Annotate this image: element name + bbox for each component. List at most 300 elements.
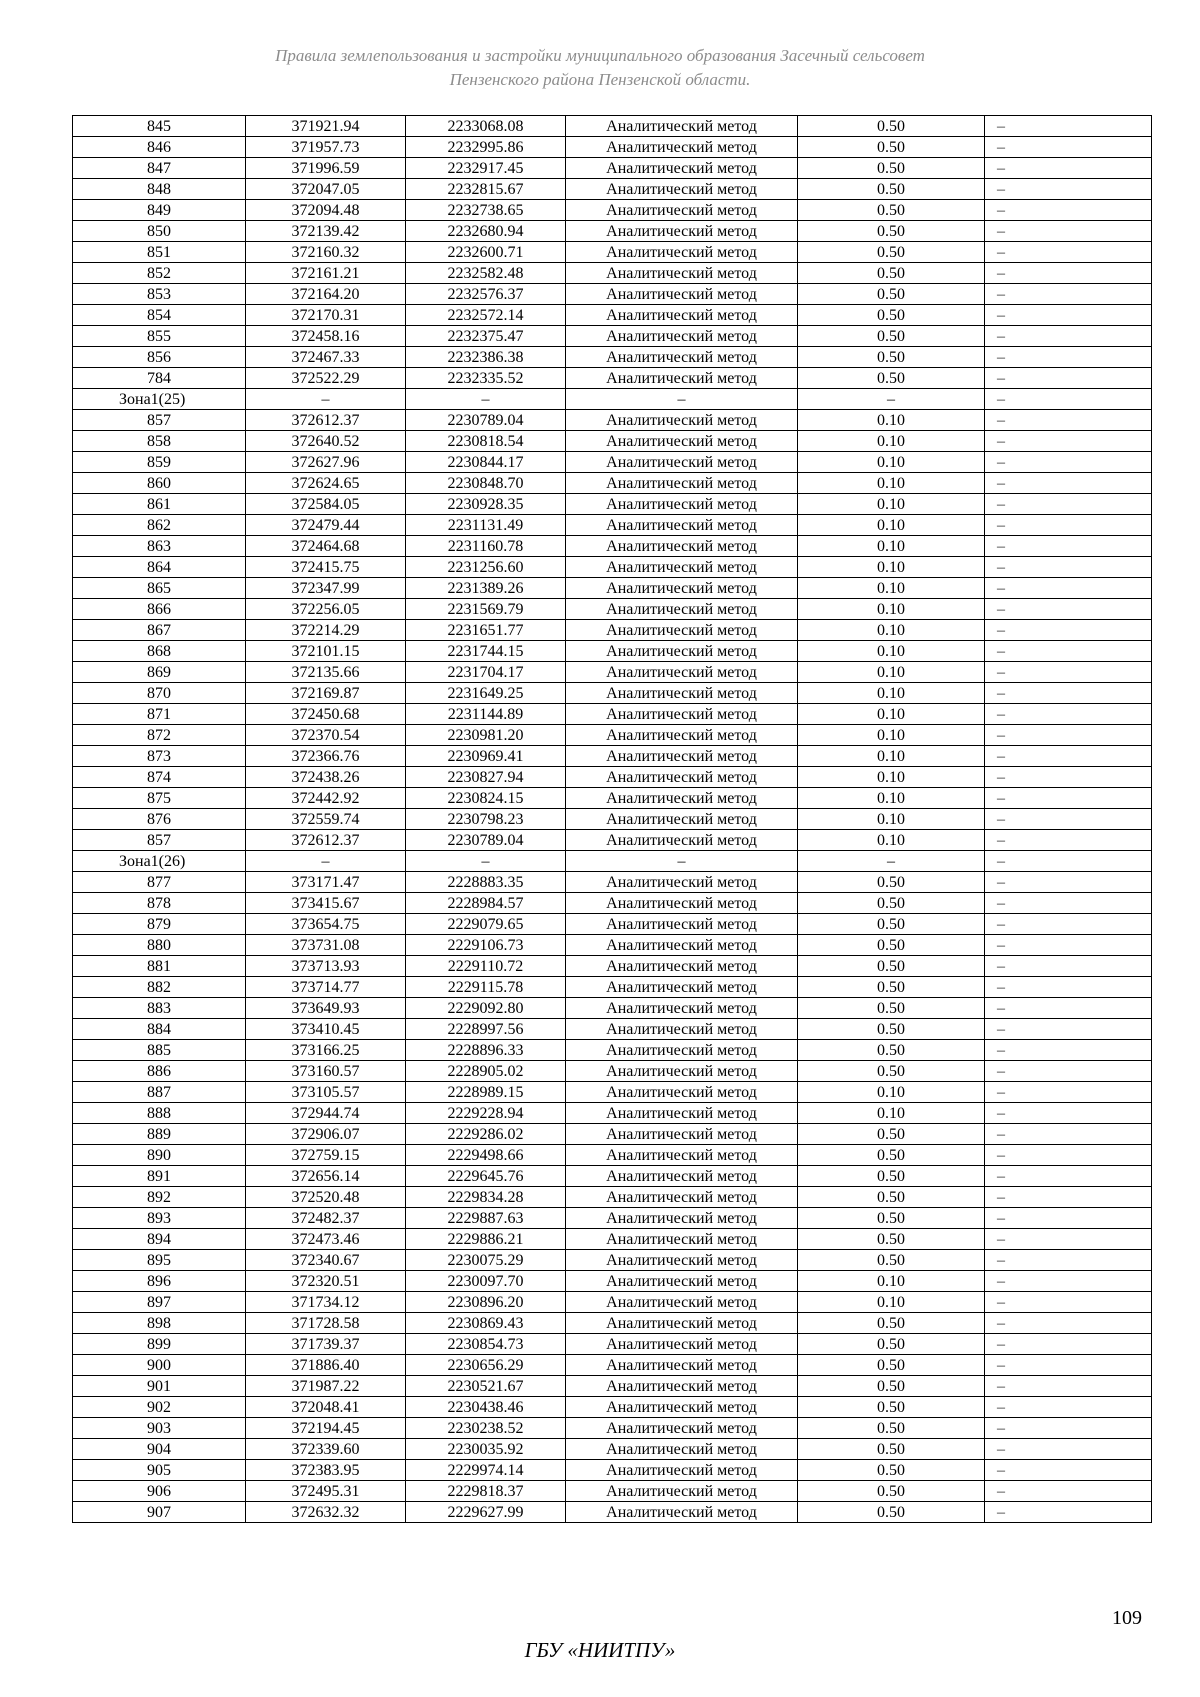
x-coordinate-cell: 373654.75 — [246, 914, 406, 935]
y-coordinate-cell: 2230789.04 — [406, 830, 566, 851]
method-cell: Аналитический метод — [566, 935, 798, 956]
y-coordinate-cell: 2231569.79 — [406, 599, 566, 620]
x-coordinate-cell: 372194.45 — [246, 1418, 406, 1439]
x-coordinate-cell: 372094.48 — [246, 200, 406, 221]
note-cell: – — [985, 1502, 1152, 1523]
table-row — [73, 473, 1152, 494]
method-cell: Аналитический метод — [566, 578, 798, 599]
y-coordinate-cell: 2232572.14 — [406, 305, 566, 326]
document-footer: ГБУ «НИИТПУ» — [524, 1638, 676, 1662]
x-coordinate-cell: 373410.45 — [246, 1019, 406, 1040]
note-cell: – — [985, 1439, 1152, 1460]
point-number-cell: 867 — [73, 620, 246, 641]
point-number-cell: 848 — [73, 179, 246, 200]
table-row — [73, 1250, 1152, 1271]
point-number-cell: 847 — [73, 158, 246, 179]
note-cell: – — [985, 557, 1152, 578]
table-row — [73, 347, 1152, 368]
point-number-cell: 857 — [73, 830, 246, 851]
coordinates-table — [72, 115, 1152, 1523]
point-number-cell: 880 — [73, 935, 246, 956]
y-coordinate-cell: 2232917.45 — [406, 158, 566, 179]
x-coordinate-cell: 372101.15 — [246, 641, 406, 662]
accuracy-cell: 0.50 — [798, 221, 985, 242]
x-coordinate-cell: 373714.77 — [246, 977, 406, 998]
y-coordinate-cell: 2229627.99 — [406, 1502, 566, 1523]
accuracy-cell: 0.10 — [798, 1271, 985, 1292]
x-coordinate-cell: 373649.93 — [246, 998, 406, 1019]
x-coordinate-cell: 372458.16 — [246, 326, 406, 347]
note-cell: – — [985, 1187, 1152, 1208]
x-coordinate-cell: 373415.67 — [246, 893, 406, 914]
accuracy-cell: 0.50 — [798, 956, 985, 977]
note-cell: – — [985, 1460, 1152, 1481]
method-cell: Аналитический метод — [566, 536, 798, 557]
method-cell: Аналитический метод — [566, 116, 798, 137]
table-row — [73, 641, 1152, 662]
table-row — [73, 1397, 1152, 1418]
point-number-cell: 850 — [73, 221, 246, 242]
method-cell: Аналитический метод — [566, 137, 798, 158]
accuracy-cell: 0.50 — [798, 116, 985, 137]
note-cell: – — [985, 389, 1152, 410]
x-coordinate-cell: 371987.22 — [246, 1376, 406, 1397]
accuracy-cell: 0.50 — [798, 200, 985, 221]
x-coordinate-cell: 372347.99 — [246, 578, 406, 599]
method-cell: Аналитический метод — [566, 704, 798, 725]
point-number-cell: 886 — [73, 1061, 246, 1082]
table-row — [73, 683, 1152, 704]
y-coordinate-cell: 2232582.48 — [406, 263, 566, 284]
table-row — [73, 746, 1152, 767]
point-number-cell: 859 — [73, 452, 246, 473]
method-cell: Аналитический метод — [566, 956, 798, 977]
coordinates-table-body — [73, 116, 1152, 1523]
y-coordinate-cell: 2230969.41 — [406, 746, 566, 767]
x-coordinate-cell: 372415.75 — [246, 557, 406, 578]
method-cell: Аналитический метод — [566, 200, 798, 221]
point-number-cell: 901 — [73, 1376, 246, 1397]
method-cell: Аналитический метод — [566, 1250, 798, 1271]
point-number-cell: 892 — [73, 1187, 246, 1208]
y-coordinate-cell: 2230928.35 — [406, 494, 566, 515]
y-coordinate-cell: 2230827.94 — [406, 767, 566, 788]
note-cell: – — [985, 410, 1152, 431]
method-cell: Аналитический метод — [566, 1460, 798, 1481]
x-coordinate-cell: 372139.42 — [246, 221, 406, 242]
page-number: 109 — [1112, 1607, 1142, 1629]
point-number-cell: 862 — [73, 515, 246, 536]
y-coordinate-cell: 2230238.52 — [406, 1418, 566, 1439]
y-coordinate-cell: 2229092.80 — [406, 998, 566, 1019]
note-cell: – — [985, 893, 1152, 914]
method-cell: Аналитический метод — [566, 1040, 798, 1061]
method-cell: Аналитический метод — [566, 221, 798, 242]
accuracy-cell: 0.50 — [798, 1040, 985, 1061]
x-coordinate-cell: 371921.94 — [246, 116, 406, 137]
point-number-cell: 904 — [73, 1439, 246, 1460]
header-line-2: Пензенского района Пензенской области. — [449, 70, 751, 89]
x-coordinate-cell: 373160.57 — [246, 1061, 406, 1082]
method-cell: Аналитический метод — [566, 557, 798, 578]
x-coordinate-cell: 373105.57 — [246, 1082, 406, 1103]
x-coordinate-cell: 372495.31 — [246, 1481, 406, 1502]
header-line-1: Правила землепользования и застройки муниципального образования Засечный сельсовет — [275, 46, 925, 65]
y-coordinate-cell: 2232386.38 — [406, 347, 566, 368]
note-cell: – — [985, 788, 1152, 809]
accuracy-cell: – — [798, 389, 985, 410]
accuracy-cell: 0.10 — [798, 788, 985, 809]
note-cell: – — [985, 1166, 1152, 1187]
y-coordinate-cell: 2228997.56 — [406, 1019, 566, 1040]
point-number-cell: 871 — [73, 704, 246, 725]
method-cell: Аналитический метод — [566, 1145, 798, 1166]
accuracy-cell: 0.50 — [798, 179, 985, 200]
y-coordinate-cell: 2229886.21 — [406, 1229, 566, 1250]
y-coordinate-cell: 2229974.14 — [406, 1460, 566, 1481]
point-number-cell: 864 — [73, 557, 246, 578]
note-cell: – — [985, 599, 1152, 620]
accuracy-cell: 0.50 — [798, 1502, 985, 1523]
table-row — [73, 578, 1152, 599]
table-row — [73, 1019, 1152, 1040]
point-number-cell: 857 — [73, 410, 246, 431]
method-cell: Аналитический метод — [566, 1124, 798, 1145]
y-coordinate-cell: 2229110.72 — [406, 956, 566, 977]
accuracy-cell: 0.10 — [798, 746, 985, 767]
table-row — [73, 137, 1152, 158]
note-cell: – — [985, 683, 1152, 704]
table-row — [73, 599, 1152, 620]
accuracy-cell: 0.10 — [798, 809, 985, 830]
table-row — [73, 620, 1152, 641]
method-cell: Аналитический метод — [566, 1271, 798, 1292]
accuracy-cell: 0.50 — [798, 347, 985, 368]
note-cell: – — [985, 515, 1152, 536]
point-number-cell: 879 — [73, 914, 246, 935]
x-coordinate-cell: 372640.52 — [246, 431, 406, 452]
method-cell: Аналитический метод — [566, 515, 798, 536]
note-cell: – — [985, 956, 1152, 977]
point-number-cell: 875 — [73, 788, 246, 809]
zone-header-row — [73, 389, 1152, 410]
table-row — [73, 1355, 1152, 1376]
note-cell: – — [985, 305, 1152, 326]
accuracy-cell: 0.50 — [798, 368, 985, 389]
x-coordinate-cell: 373166.25 — [246, 1040, 406, 1061]
method-cell: Аналитический метод — [566, 326, 798, 347]
note-cell: – — [985, 137, 1152, 158]
y-coordinate-cell: 2230075.29 — [406, 1250, 566, 1271]
method-cell: Аналитический метод — [566, 683, 798, 704]
y-coordinate-cell: 2230981.20 — [406, 725, 566, 746]
accuracy-cell: 0.50 — [798, 1460, 985, 1481]
note-cell: – — [985, 431, 1152, 452]
x-coordinate-cell: 372048.41 — [246, 1397, 406, 1418]
table-row — [73, 1334, 1152, 1355]
table-row — [73, 158, 1152, 179]
y-coordinate-cell: 2229834.28 — [406, 1187, 566, 1208]
accuracy-cell: 0.50 — [798, 1208, 985, 1229]
y-coordinate-cell: 2228989.15 — [406, 1082, 566, 1103]
x-coordinate-cell: 372366.76 — [246, 746, 406, 767]
y-coordinate-cell: – — [406, 389, 566, 410]
point-number-cell: 893 — [73, 1208, 246, 1229]
x-coordinate-cell: 372442.92 — [246, 788, 406, 809]
x-coordinate-cell: 371886.40 — [246, 1355, 406, 1376]
method-cell: Аналитический метод — [566, 998, 798, 1019]
point-number-cell: 863 — [73, 536, 246, 557]
y-coordinate-cell: 2230818.54 — [406, 431, 566, 452]
table-row — [73, 410, 1152, 431]
y-coordinate-cell: 2230035.92 — [406, 1439, 566, 1460]
point-number-cell: 872 — [73, 725, 246, 746]
x-coordinate-cell: 372135.66 — [246, 662, 406, 683]
note-cell: – — [985, 998, 1152, 1019]
table-row — [73, 830, 1152, 851]
x-coordinate-cell: 372482.37 — [246, 1208, 406, 1229]
method-cell: Аналитический метод — [566, 1481, 798, 1502]
point-number-cell: 860 — [73, 473, 246, 494]
y-coordinate-cell: 2233068.08 — [406, 116, 566, 137]
accuracy-cell: 0.10 — [798, 557, 985, 578]
point-number-cell: 882 — [73, 977, 246, 998]
table-row — [73, 1103, 1152, 1124]
point-number-cell: 888 — [73, 1103, 246, 1124]
x-coordinate-cell: 372438.26 — [246, 767, 406, 788]
accuracy-cell: 0.50 — [798, 1481, 985, 1502]
point-number-cell: 858 — [73, 431, 246, 452]
accuracy-cell: 0.10 — [798, 830, 985, 851]
table-row — [73, 1208, 1152, 1229]
method-cell: Аналитический метод — [566, 368, 798, 389]
method-cell: Аналитический метод — [566, 1103, 798, 1124]
method-cell: Аналитический метод — [566, 641, 798, 662]
x-coordinate-cell: 372370.54 — [246, 725, 406, 746]
accuracy-cell: 0.50 — [798, 893, 985, 914]
y-coordinate-cell: 2229228.94 — [406, 1103, 566, 1124]
point-number-cell: 887 — [73, 1082, 246, 1103]
point-number-cell: 846 — [73, 137, 246, 158]
table-row — [73, 1082, 1152, 1103]
method-cell: Аналитический метод — [566, 410, 798, 431]
y-coordinate-cell: 2231256.60 — [406, 557, 566, 578]
accuracy-cell: 0.50 — [798, 326, 985, 347]
point-number-cell: 898 — [73, 1313, 246, 1334]
note-cell: – — [985, 158, 1152, 179]
point-number-cell: 845 — [73, 116, 246, 137]
point-number-cell: 853 — [73, 284, 246, 305]
y-coordinate-cell: 2230854.73 — [406, 1334, 566, 1355]
x-coordinate-cell: 372340.67 — [246, 1250, 406, 1271]
note-cell: – — [985, 1103, 1152, 1124]
table-row — [73, 977, 1152, 998]
point-number-cell: 897 — [73, 1292, 246, 1313]
document-header — [0, 44, 1200, 92]
table-row — [73, 1040, 1152, 1061]
note-cell: – — [985, 851, 1152, 872]
point-number-cell: 890 — [73, 1145, 246, 1166]
table-row — [73, 1439, 1152, 1460]
accuracy-cell: 0.10 — [798, 725, 985, 746]
accuracy-cell: 0.50 — [798, 1250, 985, 1271]
x-coordinate-cell: – — [246, 851, 406, 872]
note-cell: – — [985, 620, 1152, 641]
point-number-cell: 883 — [73, 998, 246, 1019]
point-number-cell: 851 — [73, 242, 246, 263]
note-cell: – — [985, 935, 1152, 956]
table-row — [73, 116, 1152, 137]
y-coordinate-cell: 2231744.15 — [406, 641, 566, 662]
point-number-cell: 906 — [73, 1481, 246, 1502]
accuracy-cell: 0.10 — [798, 599, 985, 620]
table-row — [73, 1376, 1152, 1397]
table-row — [73, 1145, 1152, 1166]
table-row — [73, 242, 1152, 263]
x-coordinate-cell: 372612.37 — [246, 830, 406, 851]
note-cell: – — [985, 1313, 1152, 1334]
x-coordinate-cell: 371957.73 — [246, 137, 406, 158]
accuracy-cell: 0.50 — [798, 1418, 985, 1439]
method-cell: Аналитический метод — [566, 473, 798, 494]
y-coordinate-cell: 2230789.04 — [406, 410, 566, 431]
table-row — [73, 368, 1152, 389]
x-coordinate-cell: – — [246, 389, 406, 410]
method-cell: Аналитический метод — [566, 872, 798, 893]
method-cell: Аналитический метод — [566, 1313, 798, 1334]
accuracy-cell: 0.10 — [798, 410, 985, 431]
point-number-cell: 889 — [73, 1124, 246, 1145]
point-number-cell: 885 — [73, 1040, 246, 1061]
table-row — [73, 1481, 1152, 1502]
accuracy-cell: 0.50 — [798, 1166, 985, 1187]
accuracy-cell: 0.50 — [798, 1124, 985, 1145]
x-coordinate-cell: 372320.51 — [246, 1271, 406, 1292]
x-coordinate-cell: 372584.05 — [246, 494, 406, 515]
method-cell: Аналитический метод — [566, 977, 798, 998]
method-cell: Аналитический метод — [566, 1019, 798, 1040]
method-cell: Аналитический метод — [566, 620, 798, 641]
point-number-cell: 896 — [73, 1271, 246, 1292]
method-cell: Аналитический метод — [566, 1439, 798, 1460]
table-row — [73, 935, 1152, 956]
accuracy-cell: 0.50 — [798, 305, 985, 326]
table-row — [73, 263, 1152, 284]
table-row — [73, 1124, 1152, 1145]
note-cell: – — [985, 872, 1152, 893]
note-cell: – — [985, 578, 1152, 599]
note-cell: – — [985, 494, 1152, 515]
y-coordinate-cell: 2230097.70 — [406, 1271, 566, 1292]
table-row — [73, 1271, 1152, 1292]
table-row — [73, 284, 1152, 305]
y-coordinate-cell: 2229106.73 — [406, 935, 566, 956]
x-coordinate-cell: 372624.65 — [246, 473, 406, 494]
point-number-cell: 873 — [73, 746, 246, 767]
y-coordinate-cell: 2232600.71 — [406, 242, 566, 263]
note-cell: – — [985, 1250, 1152, 1271]
point-number-cell: 876 — [73, 809, 246, 830]
accuracy-cell: 0.10 — [798, 515, 985, 536]
x-coordinate-cell: 372479.44 — [246, 515, 406, 536]
accuracy-cell: 0.50 — [798, 1187, 985, 1208]
table-row — [73, 788, 1152, 809]
note-cell: – — [985, 1145, 1152, 1166]
note-cell: – — [985, 200, 1152, 221]
method-cell: Аналитический метод — [566, 284, 798, 305]
method-cell: Аналитический метод — [566, 725, 798, 746]
method-cell: Аналитический метод — [566, 1082, 798, 1103]
method-cell: Аналитический метод — [566, 1376, 798, 1397]
point-number-cell: 905 — [73, 1460, 246, 1481]
accuracy-cell: 0.50 — [798, 158, 985, 179]
table-row — [73, 431, 1152, 452]
note-cell: – — [985, 1397, 1152, 1418]
point-number-cell: 894 — [73, 1229, 246, 1250]
y-coordinate-cell: 2231144.89 — [406, 704, 566, 725]
table-row — [73, 725, 1152, 746]
table-row — [73, 200, 1152, 221]
method-cell: Аналитический метод — [566, 809, 798, 830]
point-number-cell: 881 — [73, 956, 246, 977]
note-cell: – — [985, 641, 1152, 662]
table-row — [73, 767, 1152, 788]
method-cell: Аналитический метод — [566, 305, 798, 326]
table-row — [73, 326, 1152, 347]
point-number-cell: 849 — [73, 200, 246, 221]
point-number-cell: 884 — [73, 1019, 246, 1040]
accuracy-cell: 0.50 — [798, 1313, 985, 1334]
y-coordinate-cell: 2230798.23 — [406, 809, 566, 830]
method-cell: Аналитический метод — [566, 767, 798, 788]
x-coordinate-cell: 372759.15 — [246, 1145, 406, 1166]
note-cell: – — [985, 746, 1152, 767]
note-cell: – — [985, 1061, 1152, 1082]
y-coordinate-cell: 2232335.52 — [406, 368, 566, 389]
table-row — [73, 1502, 1152, 1523]
y-coordinate-cell: 2231649.25 — [406, 683, 566, 704]
y-coordinate-cell: 2230848.70 — [406, 473, 566, 494]
point-number-cell: 878 — [73, 893, 246, 914]
accuracy-cell: 0.50 — [798, 1061, 985, 1082]
accuracy-cell: 0.50 — [798, 977, 985, 998]
method-cell: Аналитический метод — [566, 662, 798, 683]
accuracy-cell: 0.10 — [798, 704, 985, 725]
table-row — [73, 557, 1152, 578]
point-number-cell: 861 — [73, 494, 246, 515]
table-row — [73, 1166, 1152, 1187]
method-cell: Аналитический метод — [566, 494, 798, 515]
note-cell: – — [985, 452, 1152, 473]
x-coordinate-cell: 371996.59 — [246, 158, 406, 179]
y-coordinate-cell: 2228905.02 — [406, 1061, 566, 1082]
note-cell: – — [985, 1481, 1152, 1502]
table-row — [73, 1061, 1152, 1082]
accuracy-cell: 0.10 — [798, 1082, 985, 1103]
method-cell: Аналитический метод — [566, 158, 798, 179]
accuracy-cell: 0.50 — [798, 1439, 985, 1460]
table-row — [73, 179, 1152, 200]
note-cell: – — [985, 179, 1152, 200]
note-cell: – — [985, 326, 1152, 347]
point-number-cell: 900 — [73, 1355, 246, 1376]
table-row — [73, 536, 1152, 557]
y-coordinate-cell: 2232375.47 — [406, 326, 566, 347]
point-number-cell: 855 — [73, 326, 246, 347]
table-row — [73, 998, 1152, 1019]
accuracy-cell: 0.50 — [798, 1145, 985, 1166]
table-row — [73, 1187, 1152, 1208]
